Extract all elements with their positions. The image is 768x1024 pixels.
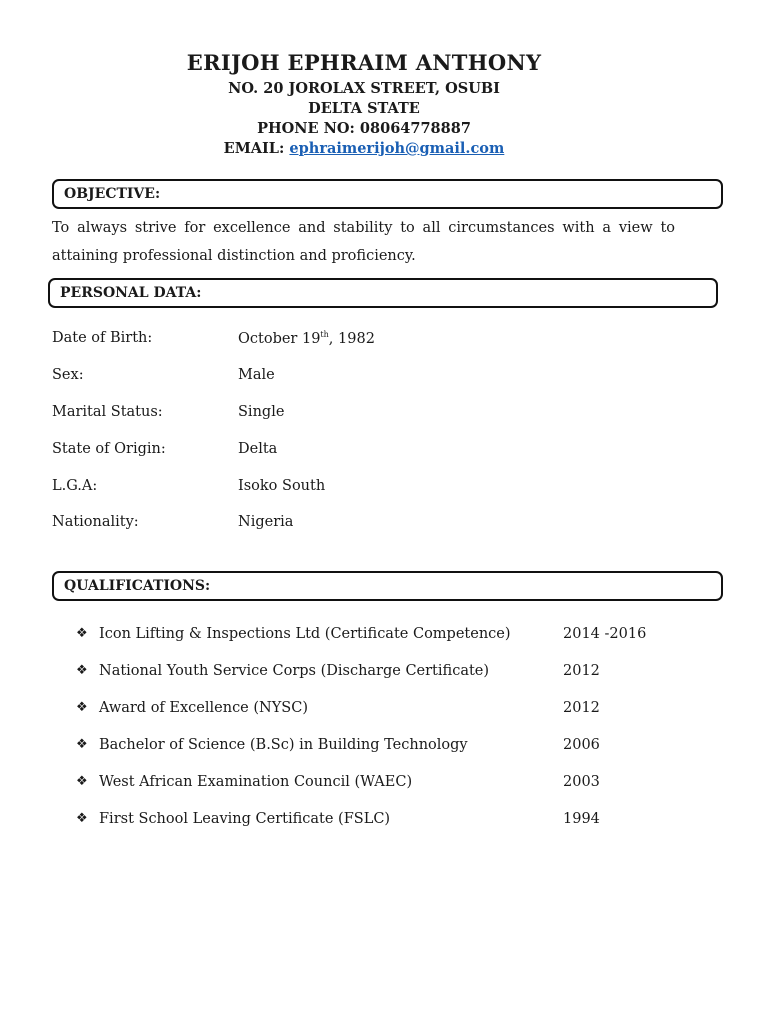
dob-value <box>238 330 375 347</box>
email-label: EMAIL: <box>223 140 285 157</box>
personal-label: State of Origin: <box>52 441 166 457</box>
qualification-title: Icon Lifting & Inspections Ltd (Certificate Competence) <box>99 626 511 642</box>
qualification-title: Bachelor of Science (B.Sc) in Building Technology <box>99 737 468 753</box>
qualification-item <box>76 811 696 831</box>
diamond-bullet-icon: ❖ <box>76 811 88 826</box>
qualifications-heading-box <box>52 571 723 601</box>
applicant-name: ERIJOH EPHRAIM ANTHONY <box>186 50 542 75</box>
personal-label: L.G.A: <box>52 478 98 494</box>
qualification-year: 2012 <box>563 663 600 679</box>
personal-value: Single <box>238 404 285 420</box>
qualification-year: 2003 <box>563 774 600 790</box>
qualification-title: National Youth Service Corps (Discharge Certificate) <box>99 663 490 679</box>
objective-heading-box <box>52 179 723 209</box>
objective-heading: OBJECTIVE: <box>64 186 161 202</box>
qualification-title: First School Leaving Certificate (FSLC) <box>99 811 391 827</box>
dob-year: , 1982 <box>328 330 375 347</box>
qualification-item <box>76 626 696 646</box>
diamond-bullet-icon: ❖ <box>76 774 88 789</box>
address-line-1: NO. 20 JOROLAX STREET, OSUBI <box>228 80 500 97</box>
diamond-bullet-icon: ❖ <box>76 737 88 752</box>
qualification-year: 2012 <box>563 700 600 716</box>
qualification-year: 1994 <box>563 811 600 827</box>
dob-suffix: th <box>320 330 329 339</box>
personal-value: Nigeria <box>238 514 294 530</box>
qualification-item <box>76 737 696 757</box>
qualification-title: West African Examination Council (WAEC) <box>99 774 413 790</box>
email-line <box>0 140 728 157</box>
diamond-bullet-icon: ❖ <box>76 700 88 715</box>
phone-number: PHONE NO: 08064778887 <box>257 120 471 137</box>
personal-data-heading: PERSONAL DATA: <box>60 285 202 301</box>
qualification-item <box>76 663 696 683</box>
email-link[interactable]: ephraimerijoh@gmail.com <box>289 140 505 157</box>
personal-label: Nationality: <box>52 514 139 530</box>
personal-data-heading-box <box>48 278 718 308</box>
personal-value: Isoko South <box>238 478 326 494</box>
personal-value: Delta <box>238 441 278 457</box>
qualification-year: 2014 -2016 <box>563 626 647 642</box>
address-line-2: DELTA STATE <box>308 100 420 117</box>
dob-label: Date of Birth: <box>52 330 153 346</box>
qualification-year: 2006 <box>563 737 600 753</box>
personal-label: Sex: <box>52 367 84 383</box>
dob-day: October 19 <box>238 330 321 347</box>
objective-text: To always strive for excellence and stability to all circumstances with a view to attaining professional distinction and proficiency. <box>52 220 675 264</box>
qualifications-heading: QUALIFICATIONS: <box>64 578 211 594</box>
qualification-item <box>76 700 696 720</box>
diamond-bullet-icon: ❖ <box>76 663 88 678</box>
qualification-item <box>76 774 696 794</box>
diamond-bullet-icon: ❖ <box>76 626 88 641</box>
qualification-title: Award of Excellence (NYSC) <box>99 700 308 716</box>
personal-label: Marital Status: <box>52 404 163 420</box>
personal-value: Male <box>238 367 275 383</box>
